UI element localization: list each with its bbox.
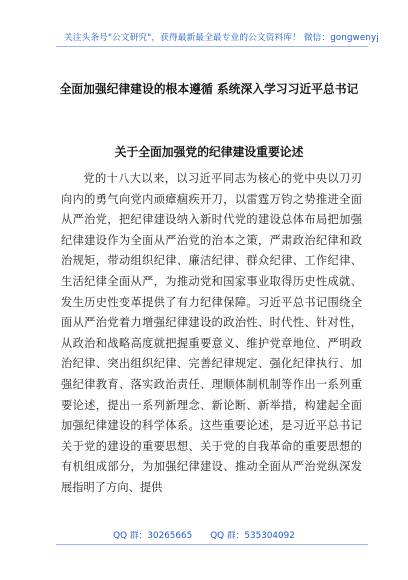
header-banner: 关注头条号"公文研究"，获得最新最全最专业的公文资料库！ 微信：gongwenyj: [64, 33, 379, 43]
footer-qq-group-1: QQ 群：30265665: [113, 531, 193, 541]
footer-qq-group-2: QQ 群：535304092: [210, 531, 295, 541]
document-body: [61, 169, 362, 499]
header-divider: [56, 46, 368, 47]
document-title: 全面加强纪律建设的根本遵循 系统深入学习习近平总书记: [59, 82, 359, 96]
section-title: 关于全面加强党的纪律建设重要论述: [114, 145, 304, 159]
footer-divider: [56, 544, 368, 545]
body-paragraph: 党的十八大以来，以习近平同志为核心的党中央以刀刃向内的勇气向党内顽瘴痼疾开刀，以雷霆万钧之势推进全面从严治党，把纪律建设纳入新时代党的建设总体布局把加强纪律建设作为全面从严治党的治本之策，严肃政治纪律和政治规矩，带动组织纪律、廉洁纪律、群众纪律、工作纪律、生活纪律全面从严，为推动党和国家事业取得历史性成就、发生历史性变革提供了有力纪律保障。习近平总书记围绕全面从严治党着力增强纪律建设的政治性、时代性、针对性，从政治和战略高度就把握重要意义、维护党章地位、严明政治纪律、突出组织纪律、完善纪律规定、强化纪律执行、加强纪律教育、落实政治责任、理顺体制机制等作出一系列重要论述，提出一系列新理念、新论断、新举措，构建起全面加强纪律建设的科学体系。这些重要论述，是习近平总书记关于党的建设的重要思想、关于党的自我革命的重要思想的有机组成部分，为加强纪律建设、推动全面从严治党纵深发展指明了方向、提供: [61, 172, 362, 494]
footer-contact: [0, 528, 408, 541]
